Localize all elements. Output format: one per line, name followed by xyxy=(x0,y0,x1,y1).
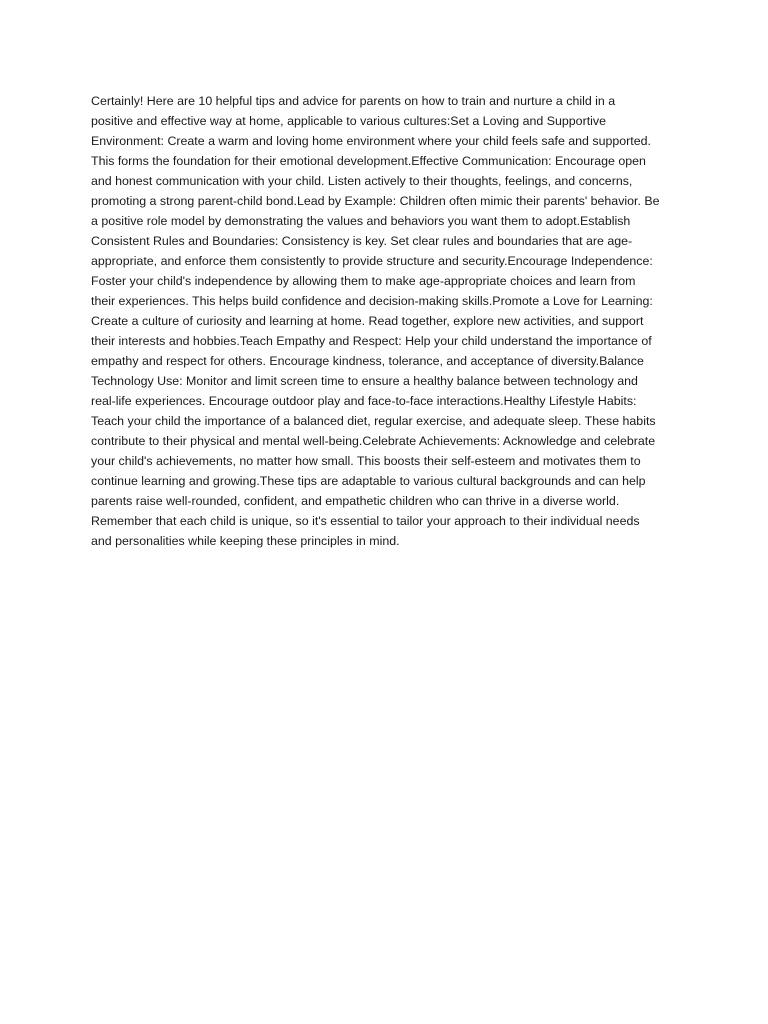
text-line: continue learning and growing.These tips are adaptable to various cultural backgrounds and can help xyxy=(91,474,646,488)
text-line: This forms the foundation for their emotional development.Effective Communication: Encourage open xyxy=(91,154,646,168)
text-line: Teach your child the importance of a balanced diet, regular exercise, and adequate sleep. These habits xyxy=(91,414,656,428)
text-line: positive and effective way at home, applicable to various cultures:Set a Loving and Supportive xyxy=(91,114,606,128)
body-paragraph xyxy=(91,91,685,551)
text-line: a positive role model by demonstrating the values and behaviors you want them to adopt.Establish xyxy=(91,214,631,228)
text-line: real-life experiences. Encourage outdoor play and face-to-face interactions.Healthy Lifestyle Habits: xyxy=(91,394,637,408)
text-line: appropriate, and enforce them consistently to provide structure and security.Encourage Independence: xyxy=(91,254,653,268)
text-line: Certainly! Here are 10 helpful tips and advice for parents on how to train and nurture a child in a xyxy=(91,94,616,108)
text-line: Remember that each child is unique, so it's essential to tailor your approach to their individual needs xyxy=(91,514,640,528)
text-line: Foster your child's independence by allowing them to make age-appropriate choices and learn from xyxy=(91,274,636,288)
text-line: your child's achievements, no matter how small. This boosts their self-esteem and motivates them to xyxy=(91,454,641,468)
text-line: and personalities while keeping these principles in mind. xyxy=(91,534,400,548)
text-line: empathy and respect for others. Encourage kindness, tolerance, and acceptance of diversity.Balance xyxy=(91,354,644,368)
text-line: contribute to their physical and mental well-being.Celebrate Achievements: Acknowledge and celebrate xyxy=(91,434,656,448)
text-line: Consistent Rules and Boundaries: Consistency is key. Set clear rules and boundaries that are age- xyxy=(91,234,633,248)
text-line: Technology Use: Monitor and limit screen time to ensure a healthy balance between technology and xyxy=(91,374,638,388)
text-line: Environment: Create a warm and loving home environment where your child feels safe and supported. xyxy=(91,134,651,148)
text-line: and honest communication with your child. Listen actively to their thoughts, feelings, and concerns, xyxy=(91,174,633,188)
text-line: parents raise well-rounded, confident, and empathetic children who can thrive in a diverse world. xyxy=(91,494,620,508)
text-line: their interests and hobbies.Teach Empathy and Respect: Help your child understand the importance of xyxy=(91,334,652,348)
text-line: promoting a strong parent-child bond.Lead by Example: Children often mimic their parents' behavior. Be xyxy=(91,194,660,208)
text-line: their experiences. This helps build confidence and decision-making skills.Promote a Love for Learning: xyxy=(91,294,653,308)
text-line: Create a culture of curiosity and learning at home. Read together, explore new activities, and support xyxy=(91,314,644,328)
